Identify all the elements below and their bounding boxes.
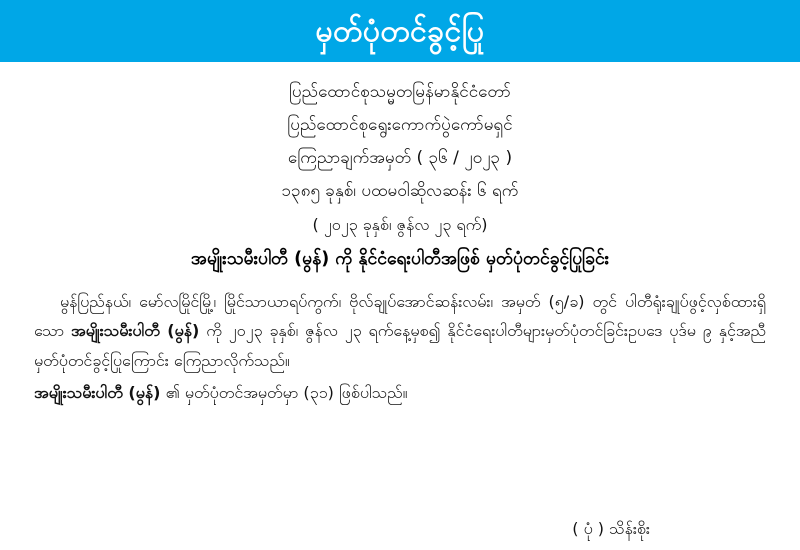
date-gregorian-calendar: ( ၂၀၂၃ ခုနှစ်၊ ဇွန်လ ၂၃ ရက်) xyxy=(312,214,488,234)
header-block xyxy=(34,76,766,277)
announcement-headline: အမျိုးသမီးပါတီ (မွန်) ကို နိုင်ငံရေးပါတီအဖြစ် မှတ်ပုံတင်ခွင့်ပြုခြင်း xyxy=(190,248,610,269)
issuer-country: ပြည်ထောင်စုသမ္မတမြန်မာနိုင်ငံတော် xyxy=(289,82,511,102)
party-name-bold-2: အမျိုးသမီးပါတီ (မွန်) xyxy=(34,382,161,402)
signature-block xyxy=(572,516,650,542)
announcement-paragraph-2 xyxy=(34,378,766,408)
document-body xyxy=(0,62,800,407)
page-banner xyxy=(0,0,800,62)
paragraph-1-text-part1: မွန်ပြည်နယ်၊ မော်လမြိုင်မြို့၊ မြိုင်သာယာရပ်ကွက်၊ ဗိုလ်ချုပ်အောင်ဆန်းလမ်း၊ အမှတ် (၅/ခ) တွင် ပါတီရုံးချုပ်ဖွင့်လှစ်ထားရှိသော xyxy=(34,291,766,341)
signature-name: ( ပုံ ) သိန်းစိုး xyxy=(572,519,650,539)
issuer-commission: ပြည်ထောင်စုရွေးကောက်ပွဲကော်မရှင် xyxy=(287,115,513,136)
banner-title: မှတ်ပုံတင်ခွင့်ပြု xyxy=(315,13,485,49)
announcement-number: ကြေညာချက်အမှတ် ( ၃၆ / ၂၀၂၃ ) xyxy=(287,148,513,169)
announcement-paragraph-1 xyxy=(34,287,766,376)
party-name-bold-1: အမျိုးသမီးပါတီ (မွန်) xyxy=(71,321,200,341)
paragraph-1-text-part2: ကို ၂၀၂၃ ခုနှစ်၊ ဇွန်လ ၂၃ ရက်နေ့မှစ၍ နိုင်ငံရေးပါတီများမှတ်ပုံတင်ခြင်းဥပဒေ ပုဒ်မ ၉ နှင့်အညီ မှတ်ပုံတင်ခွင့်ပြုကြောင်း ကြေညာလိုက်သည်။ xyxy=(34,321,767,370)
date-burmese-calendar: ၁၃၈၅ ခုနှစ်၊ ပထမဝါဆိုလဆန်း ၆ ရက် xyxy=(281,181,519,202)
paragraph-2-text-rest: ၏ မှတ်ပုံတင်အမှတ်မှာ (၃၁) ဖြစ်ပါသည်။ xyxy=(160,382,408,402)
